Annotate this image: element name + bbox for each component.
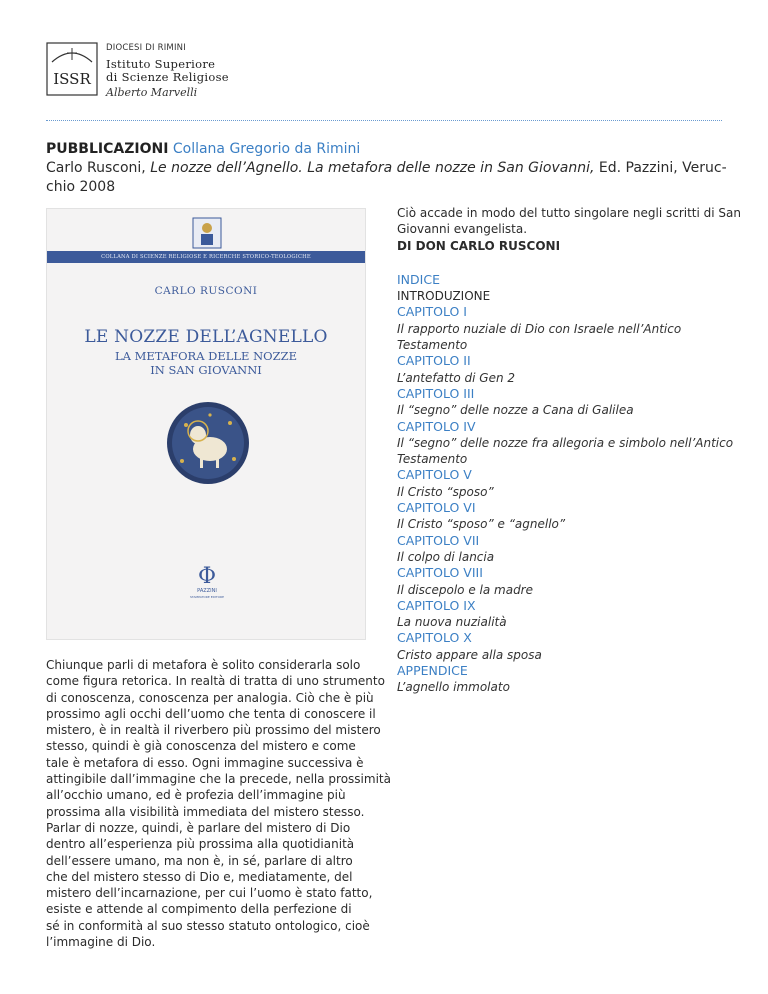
toc-heading: CAPITOLO VI	[397, 500, 476, 516]
paragraph-line: all’occhio umano, ed è profezia dell’immagine più	[46, 788, 346, 803]
series-name: Collana Gregorio da Rimini	[172, 141, 361, 157]
header-divider	[46, 120, 722, 121]
toc-heading: CAPITOLO VII	[397, 532, 480, 548]
institute-name-line1: Istituto Superiore	[106, 57, 216, 71]
toc-heading: INDICE	[397, 271, 440, 287]
paragraph-line: attingibile dall’immagine che la precede, nella prossimità	[46, 772, 391, 787]
book-publisher: Ed. Pazzini, Veruc-	[594, 160, 727, 176]
header-logo	[46, 42, 266, 98]
svg-text:Φ: Φ	[197, 564, 217, 589]
paragraph-line: prossimo agli occhi dell’uomo che tenta di conoscere il	[46, 706, 376, 721]
toc-chapter-title: Il discepolo e la madre	[397, 582, 533, 597]
intro-line: Giovanni evangelista.	[397, 222, 528, 237]
paragraph-line: dentro all’esperienza più prossima alla quotidianità	[46, 837, 355, 852]
toc-heading: CAPITOLO III	[397, 385, 475, 401]
toc-chapter-title: Il “segno” delle nozze a Cana di Galilea	[397, 403, 634, 418]
diocesi-label: DIOCESI DI RIMINI	[106, 43, 186, 53]
publisher-logo-icon	[187, 561, 227, 601]
toc-entry: INTRODUZIONE	[397, 289, 491, 304]
lamb-medallion-icon	[166, 401, 250, 485]
paragraph-line: stesso, quindi è già conoscenza del mistero e come	[46, 739, 356, 754]
intro-text	[397, 205, 741, 238]
book-publisher-cont: chio 2008	[46, 179, 116, 195]
publication-title	[46, 140, 726, 197]
paragraph-line: sé in conformità al suo stesso statuto ontologico, cioè	[46, 918, 370, 933]
paragraph-line: mistero dell’incarnazione, per cui l’uomo è stato fatto,	[46, 886, 373, 901]
paragraph-line: Parlar di nozze, quindi, è parlare del mistero di Dio	[46, 820, 351, 835]
paragraph-line: mistero, è in realtà il riverbero più prossimo del mistero	[46, 723, 381, 738]
cover-subtitle-line2: IN SAN GIOVANNI	[150, 363, 262, 377]
toc-chapter-title: L’agnello immolato	[397, 680, 510, 695]
toc-chapter-title: Testamento	[397, 338, 468, 353]
cover-title: LE NOZZE DELL’AGNELLO	[84, 327, 328, 347]
publisher-subname: STAMPATORE EDITORE	[190, 595, 224, 599]
toc-chapter-title: Il rapporto nuziale di Dio con Israele nell’Antico	[397, 321, 682, 336]
logo-mark-text: ISSR	[53, 70, 91, 88]
toc-heading: CAPITOLO X	[397, 630, 472, 646]
toc-chapter-title: Il Cristo “sposo”	[397, 484, 494, 499]
publications-label: PUBBLICAZIONI	[46, 141, 169, 157]
toc-chapter-title: La nuova nuzialità	[397, 615, 507, 630]
cover-series-text: COLLANA DI SCIENZE RELIGIOSE E RICERCHE STORICO-TEOLOGICHE	[101, 254, 311, 260]
paragraph-line: tale è metafora di esso. Ogni immagine successiva è	[46, 755, 364, 770]
cover-subtitle-line1: LA METAFORA DELLE NOZZE	[115, 349, 297, 363]
author-credit: DI DON CARLO RUSCONI	[397, 238, 561, 253]
institute-name-line2: di Scienze Religiose	[106, 70, 229, 84]
toc-heading: CAPITOLO V	[397, 467, 472, 483]
book-author: Carlo Rusconi,	[46, 160, 151, 176]
toc-chapter-title: Il colpo di lancia	[397, 549, 495, 564]
issr-logo-icon	[46, 42, 98, 96]
paragraph-line: esiste e attende al compimento della perfezione di	[46, 902, 352, 917]
toc-heading: APPENDICE	[397, 663, 468, 679]
toc-heading: CAPITOLO VIII	[397, 565, 483, 581]
toc-chapter-title: Cristo appare alla sposa	[397, 647, 542, 662]
paragraph-line: come figura retorica. In realtà di tratta di uno strumento	[46, 674, 385, 689]
paragraph-line: l’immagine di Dio.	[46, 935, 156, 950]
publisher-name: PAZZINI	[197, 588, 217, 594]
toc-heading: CAPITOLO II	[397, 353, 471, 369]
intro-line: Ciò accade in modo del tutto singolare negli scritti di San	[397, 206, 741, 220]
paragraph-line: che del mistero stesso di Dio e, mediatamente, del	[46, 869, 353, 884]
book-title: Le nozze dell’Agnello. La metafora delle nozze in San Giovanni,	[150, 160, 595, 176]
toc-chapter-title: Il Cristo “sposo” e “agnello”	[397, 517, 566, 532]
book-cover-image	[46, 208, 366, 640]
table-of-contents	[397, 271, 734, 696]
toc-heading: CAPITOLO IV	[397, 418, 476, 434]
toc-chapter-title: Testamento	[397, 452, 468, 467]
institute-subtitle: Alberto Marvelli	[106, 86, 198, 99]
cover-author: CARLO RUSCONI	[154, 285, 258, 297]
toc-chapter-title: Il “segno” delle nozze fra allegoria e simbolo nell’Antico	[397, 435, 734, 450]
cover-emblem-icon	[192, 217, 222, 249]
description-paragraph	[46, 657, 391, 950]
toc-heading: CAPITOLO IX	[397, 597, 476, 613]
paragraph-line: dell’essere umano, ma non è, in sé, parlare di altro	[46, 853, 353, 868]
toc-chapter-title: L’antefatto di Gen 2	[397, 370, 516, 385]
paragraph-line: di conoscenza, conoscenza per analogia. Ciò che è più	[46, 690, 374, 705]
right-column	[397, 205, 741, 696]
paragraph-line: Chiunque parli di metafora è solito considerarla solo	[46, 658, 361, 672]
cover-series-band	[47, 251, 365, 263]
paragraph-line: prossima alla visibilità immediata del mistero stesso.	[46, 804, 365, 819]
toc-heading: CAPITOLO I	[397, 304, 467, 320]
